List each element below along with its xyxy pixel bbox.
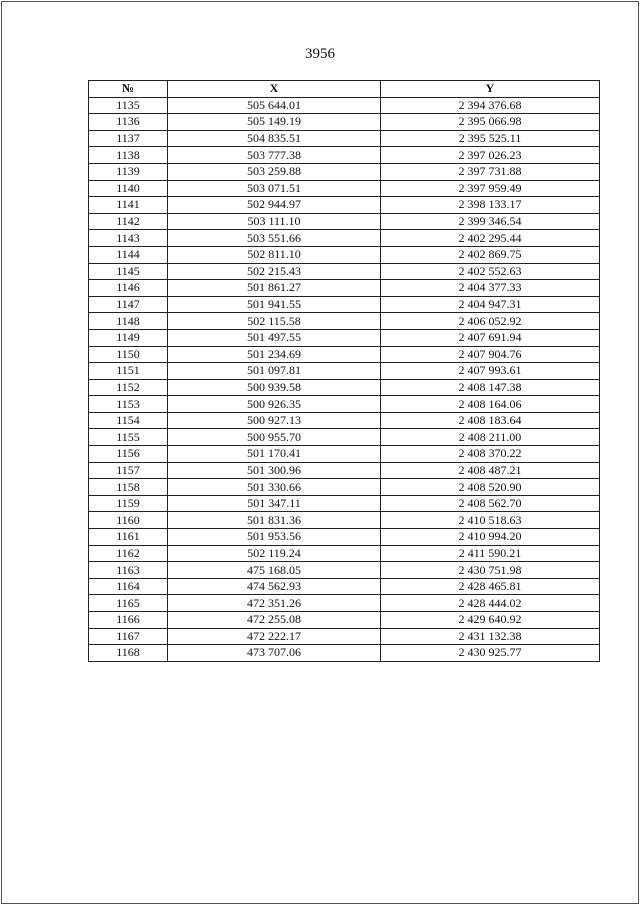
cell-number: 1144 <box>89 246 168 263</box>
cell-number: 1166 <box>89 612 168 629</box>
cell-number: 1157 <box>89 462 168 479</box>
cell-x: 501 170.41 <box>168 446 381 463</box>
cell-number: 1147 <box>89 296 168 313</box>
cell-number: 1136 <box>89 114 168 131</box>
cell-y: 2 406 052.92 <box>381 313 600 330</box>
cell-y: 2 408 164.06 <box>381 396 600 413</box>
cell-x: 502 215.43 <box>168 263 381 280</box>
cell-x: 501 330.66 <box>168 479 381 496</box>
cell-y: 2 431 132.38 <box>381 628 600 645</box>
cell-y: 2 430 751.98 <box>381 562 600 579</box>
cell-x: 505 644.01 <box>168 97 381 114</box>
cell-y: 2 410 518.63 <box>381 512 600 529</box>
cell-number: 1164 <box>89 578 168 595</box>
table-row <box>89 562 600 579</box>
cell-number: 1150 <box>89 346 168 363</box>
table-header-row <box>89 81 600 98</box>
coordinates-table <box>88 80 600 662</box>
cell-y: 2 429 640.92 <box>381 612 600 629</box>
cell-number: 1143 <box>89 230 168 247</box>
cell-x: 472 255.08 <box>168 612 381 629</box>
table-row <box>89 363 600 380</box>
cell-x: 503 551.66 <box>168 230 381 247</box>
cell-number: 1135 <box>89 97 168 114</box>
header-x: X <box>168 81 381 98</box>
cell-number: 1152 <box>89 379 168 396</box>
cell-y: 2 428 465.81 <box>381 578 600 595</box>
table-row <box>89 114 600 131</box>
cell-y: 2 408 147.38 <box>381 379 600 396</box>
cell-x: 474 562.93 <box>168 578 381 595</box>
cell-y: 2 402 552.63 <box>381 263 600 280</box>
cell-y: 2 411 590.21 <box>381 545 600 562</box>
cell-number: 1139 <box>89 163 168 180</box>
cell-y: 2 407 691.94 <box>381 329 600 346</box>
cell-y: 2 397 731.88 <box>381 163 600 180</box>
cell-x: 503 259.88 <box>168 163 381 180</box>
cell-x: 502 944.97 <box>168 197 381 214</box>
cell-x: 502 115.58 <box>168 313 381 330</box>
table-row <box>89 329 600 346</box>
table-row <box>89 230 600 247</box>
table-row <box>89 97 600 114</box>
cell-x: 503 777.38 <box>168 147 381 164</box>
table-row <box>89 595 600 612</box>
cell-y: 2 408 183.64 <box>381 412 600 429</box>
cell-x: 501 953.56 <box>168 529 381 546</box>
table-row <box>89 529 600 546</box>
cell-x: 501 861.27 <box>168 280 381 297</box>
cell-number: 1167 <box>89 628 168 645</box>
table-row <box>89 412 600 429</box>
cell-number: 1149 <box>89 329 168 346</box>
cell-x: 500 939.58 <box>168 379 381 396</box>
cell-y: 2 408 211.00 <box>381 429 600 446</box>
cell-number: 1140 <box>89 180 168 197</box>
header-number: № <box>89 81 168 98</box>
cell-y: 2 410 994.20 <box>381 529 600 546</box>
cell-x: 472 351.26 <box>168 595 381 612</box>
table-row <box>89 280 600 297</box>
cell-y: 2 402 869.75 <box>381 246 600 263</box>
cell-number: 1141 <box>89 197 168 214</box>
cell-number: 1161 <box>89 529 168 546</box>
cell-number: 1145 <box>89 263 168 280</box>
cell-x: 475 168.05 <box>168 562 381 579</box>
cell-x: 500 955.70 <box>168 429 381 446</box>
table-row <box>89 197 600 214</box>
cell-x: 501 347.11 <box>168 495 381 512</box>
cell-y: 2 395 525.11 <box>381 130 600 147</box>
cell-y: 2 404 377.33 <box>381 280 600 297</box>
cell-y: 2 407 993.61 <box>381 363 600 380</box>
cell-x: 503 071.51 <box>168 180 381 197</box>
cell-x: 503 111.10 <box>168 213 381 230</box>
table-row <box>89 147 600 164</box>
cell-y: 2 399 346.54 <box>381 213 600 230</box>
cell-x: 505 149.19 <box>168 114 381 131</box>
page-number: 3956 <box>305 46 335 62</box>
cell-number: 1165 <box>89 595 168 612</box>
cell-x: 472 222.17 <box>168 628 381 645</box>
table-row <box>89 263 600 280</box>
table-row <box>89 379 600 396</box>
table-row <box>89 479 600 496</box>
cell-x: 500 926.35 <box>168 396 381 413</box>
cell-y: 2 430 925.77 <box>381 645 600 662</box>
table-row <box>89 296 600 313</box>
cell-number: 1148 <box>89 313 168 330</box>
cell-y: 2 397 026.23 <box>381 147 600 164</box>
cell-number: 1156 <box>89 446 168 463</box>
cell-y: 2 397 959.49 <box>381 180 600 197</box>
cell-number: 1158 <box>89 479 168 496</box>
cell-y: 2 394 376.68 <box>381 97 600 114</box>
cell-y: 2 408 487.21 <box>381 462 600 479</box>
table-row <box>89 346 600 363</box>
table-row <box>89 645 600 662</box>
cell-x: 501 831.36 <box>168 512 381 529</box>
table-row <box>89 628 600 645</box>
cell-y: 2 402 295.44 <box>381 230 600 247</box>
cell-number: 1137 <box>89 130 168 147</box>
cell-y: 2 395 066.98 <box>381 114 600 131</box>
cell-x: 501 234.69 <box>168 346 381 363</box>
cell-y: 2 398 133.17 <box>381 197 600 214</box>
cell-number: 1151 <box>89 363 168 380</box>
table-row <box>89 545 600 562</box>
cell-number: 1154 <box>89 412 168 429</box>
header-y: Y <box>381 81 600 98</box>
table-row <box>89 246 600 263</box>
cell-y: 2 404 947.31 <box>381 296 600 313</box>
cell-x: 502 811.10 <box>168 246 381 263</box>
cell-number: 1153 <box>89 396 168 413</box>
table-row <box>89 163 600 180</box>
cell-y: 2 408 562.70 <box>381 495 600 512</box>
cell-number: 1138 <box>89 147 168 164</box>
cell-x: 500 927.13 <box>168 412 381 429</box>
cell-x: 502 119.24 <box>168 545 381 562</box>
cell-number: 1142 <box>89 213 168 230</box>
cell-x: 501 300.96 <box>168 462 381 479</box>
cell-x: 501 097.81 <box>168 363 381 380</box>
table-row <box>89 180 600 197</box>
cell-y: 2 407 904.76 <box>381 346 600 363</box>
cell-number: 1162 <box>89 545 168 562</box>
cell-number: 1155 <box>89 429 168 446</box>
table-row <box>89 612 600 629</box>
cell-number: 1146 <box>89 280 168 297</box>
table-row <box>89 446 600 463</box>
table-body <box>89 97 600 661</box>
cell-x: 501 941.55 <box>168 296 381 313</box>
table-row <box>89 130 600 147</box>
table-row <box>89 512 600 529</box>
cell-number: 1160 <box>89 512 168 529</box>
cell-number: 1168 <box>89 645 168 662</box>
cell-x: 501 497.55 <box>168 329 381 346</box>
cell-y: 2 408 370.22 <box>381 446 600 463</box>
cell-x: 504 835.51 <box>168 130 381 147</box>
cell-number: 1163 <box>89 562 168 579</box>
cell-y: 2 428 444.02 <box>381 595 600 612</box>
table-row <box>89 396 600 413</box>
table-row <box>89 313 600 330</box>
cell-number: 1159 <box>89 495 168 512</box>
cell-y: 2 408 520.90 <box>381 479 600 496</box>
table-row <box>89 578 600 595</box>
table-row <box>89 462 600 479</box>
table-row <box>89 429 600 446</box>
table-row <box>89 213 600 230</box>
table-row <box>89 495 600 512</box>
cell-x: 473 707.06 <box>168 645 381 662</box>
